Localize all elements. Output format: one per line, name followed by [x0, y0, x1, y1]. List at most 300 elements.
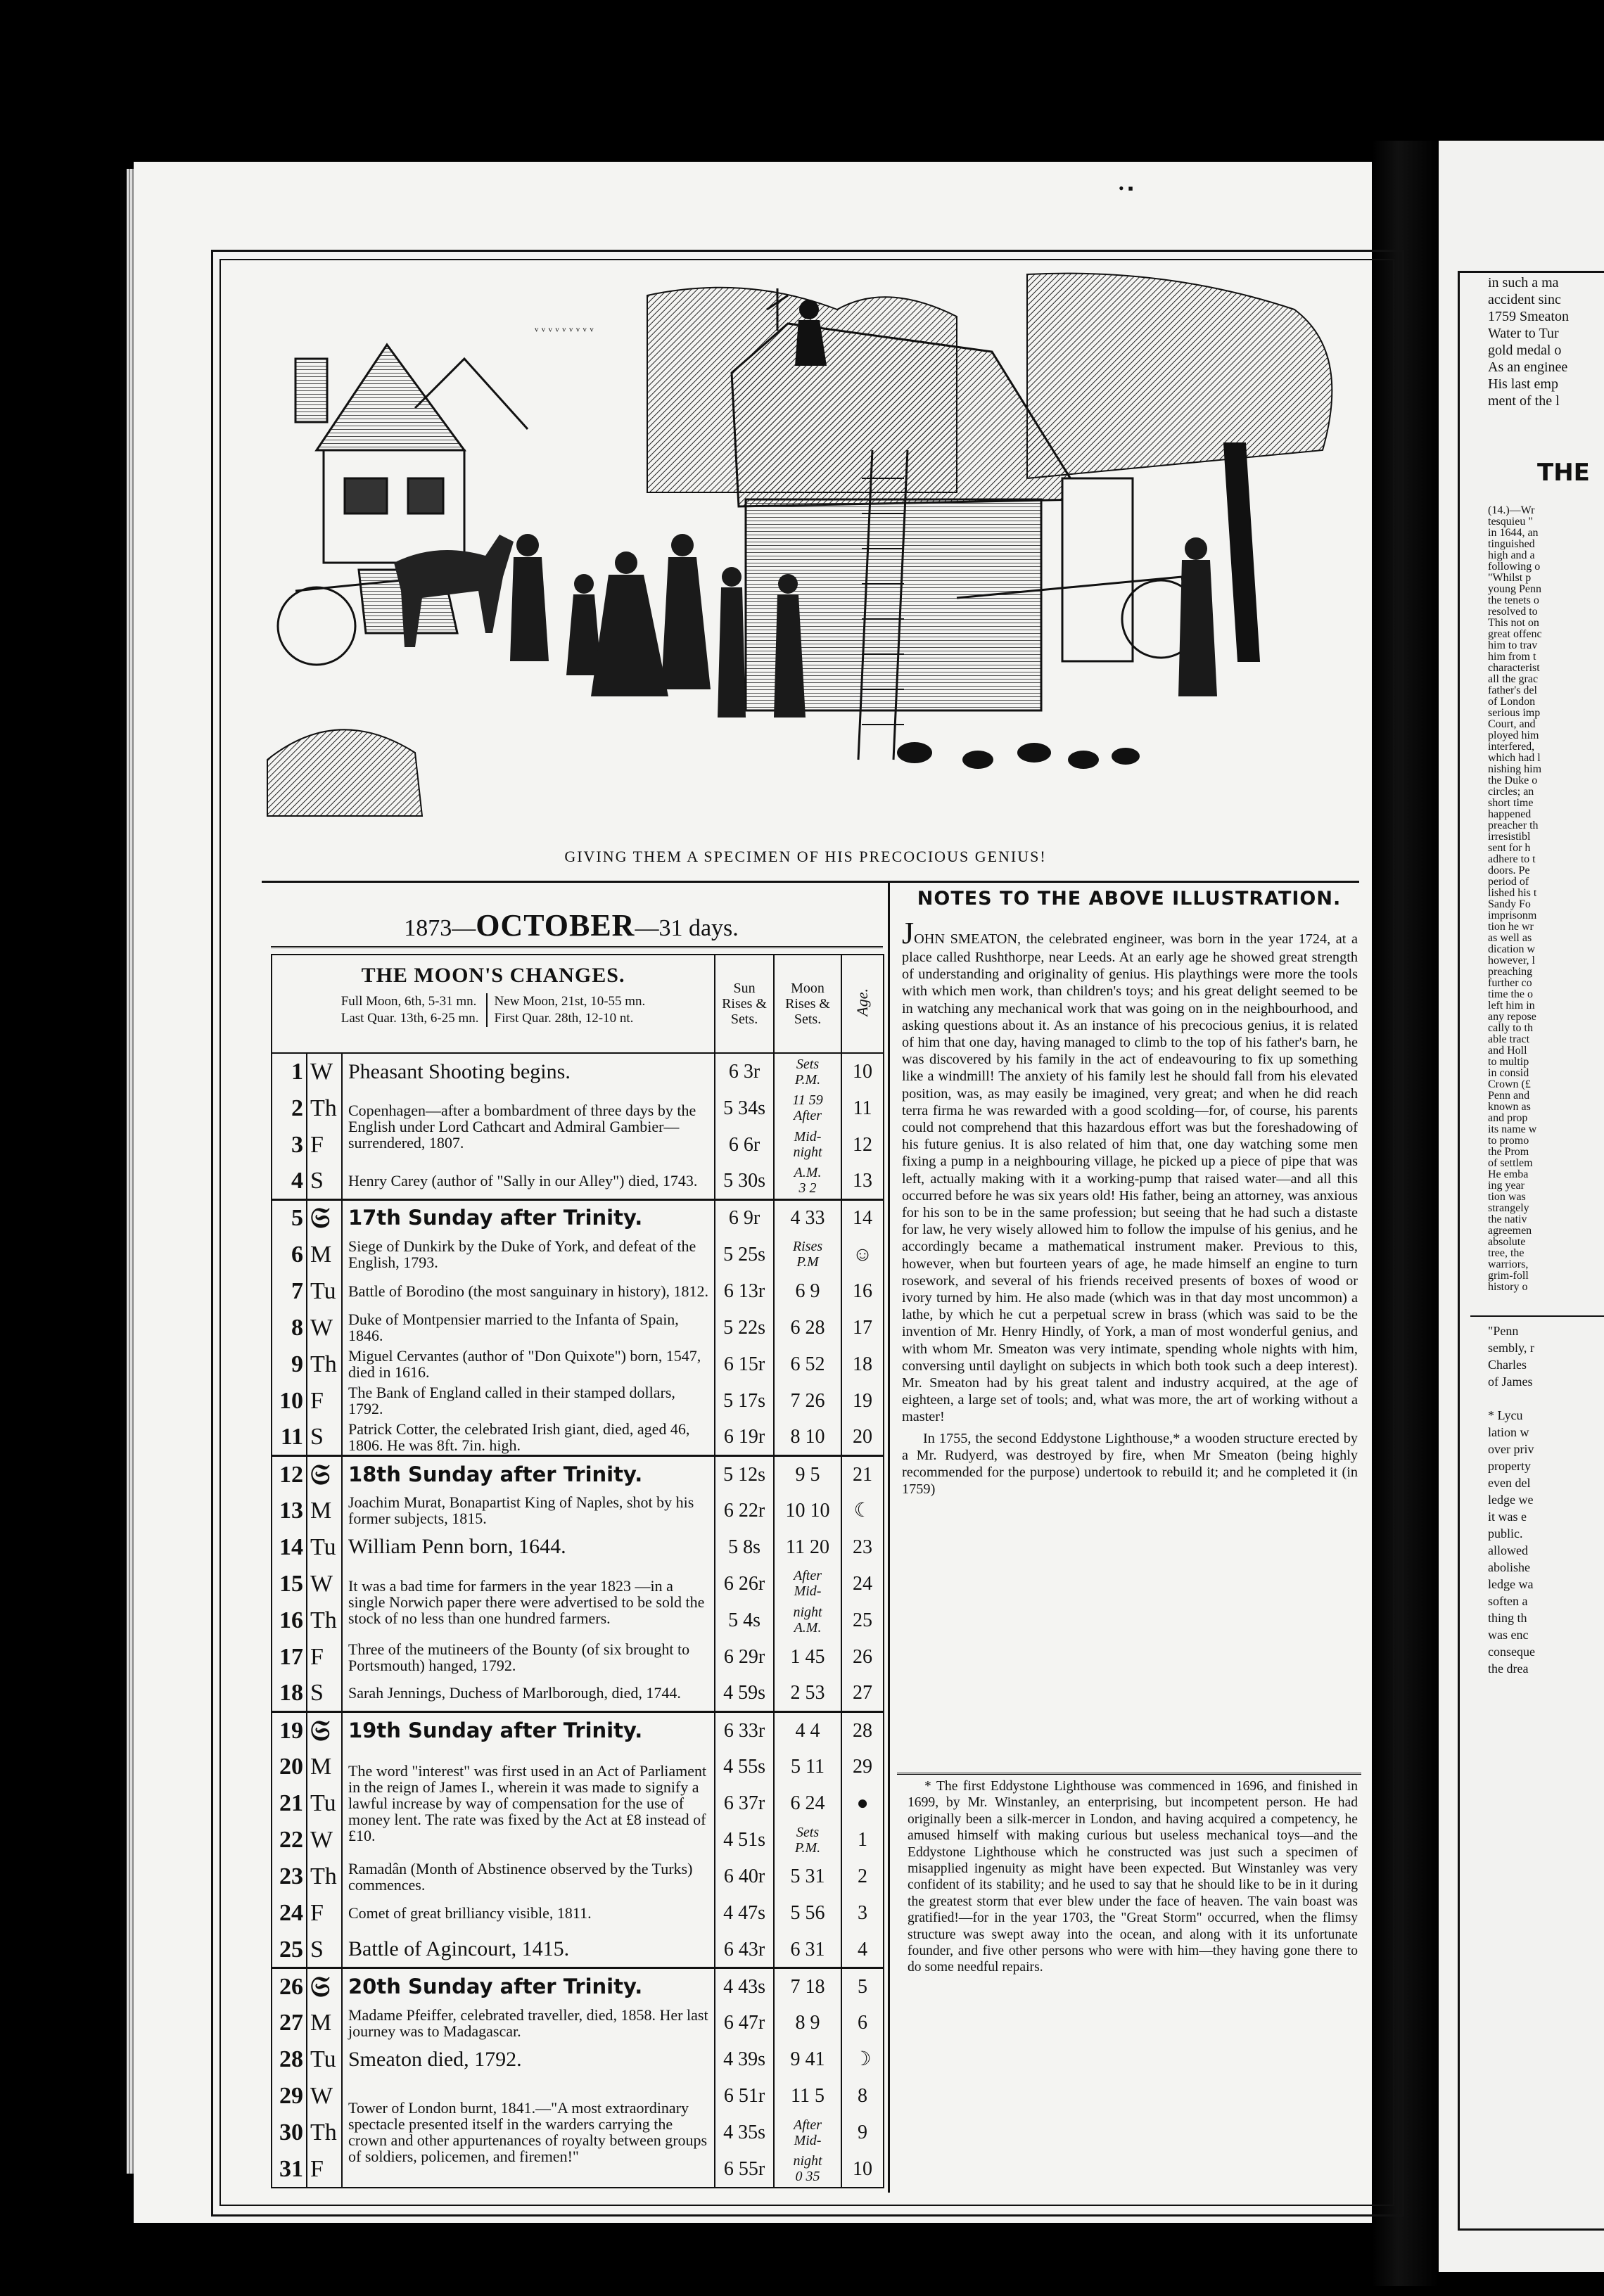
sun-time: 5 8s	[715, 1529, 774, 1565]
facing-page-line: (14.)—Wr	[1488, 505, 1535, 516]
facing-page-line: warriors,	[1488, 1258, 1529, 1270]
day-number: 12	[272, 1455, 307, 1492]
event-text: Tower of London burnt, 1841.—"A most extraordinary spectacle presented itself in the warders carrying the crown and other appurtenances of royalty between groups of soldiers, policemen, and firemen!"	[342, 2078, 715, 2188]
moon-time: Sets P.M.	[774, 1822, 841, 1858]
weekday: 𝔖	[307, 1455, 342, 1492]
weekday: F	[307, 1126, 342, 1163]
moon-time: night 0 35	[774, 2151, 841, 2188]
facing-page-line: to promo	[1488, 1135, 1529, 1147]
moon-age: 24	[841, 1565, 884, 1602]
event-text: Joachim Murat, Bonapartist King of Naples, shot by his former subjects, 1815.	[342, 1492, 715, 1529]
day-number: 13	[279, 1497, 303, 1524]
weekday: F	[307, 1895, 342, 1932]
facing-page-line: ledge wa	[1488, 1577, 1534, 1591]
svg-text:ᵥ ᵥ ᵥ ᵥ ᵥ ᵥ ᵥ ᵥ ᵥ: ᵥ ᵥ ᵥ ᵥ ᵥ ᵥ ᵥ ᵥ ᵥ	[535, 319, 594, 333]
moon-age: 4	[841, 1932, 884, 1968]
day-row	[272, 1676, 884, 1712]
notes-body	[902, 918, 1358, 1503]
facing-page-line: short time	[1488, 797, 1534, 809]
moon-time: After Mid-	[774, 1565, 841, 1602]
facing-page-line: as well as	[1488, 932, 1532, 944]
day-number: 1	[291, 1059, 303, 1085]
facing-page-line: Sandy Fo	[1488, 898, 1531, 910]
facing-page-line: time the o	[1488, 988, 1533, 1000]
notes-paragraph: JOHN SMEATON, the celebrated engineer, was born in the year 1724, at a place called Rushthorpe, near Leeds. At an early age he showed great strength of understanding and originality of genius. His playthings were more the tools with which men work, than children's toys; and his great delight seemed to be in watching any mechanical work that was going on in the neighbourhood, and asking questions about it. As an instance of his precocious genius, it is related of him that one day, having managed to climb to the top of his father's barn, he was discovered by his family in the act of endeavouring to fix up something like a windmill! The anxiety of his family lest he should fall from his elevated position, was, as may easily be imagined, very great; and when he did reach terra firma he was rewarded with a good scolding—for, of course, his parents could not comprehend that this hazardous effort was but the foreshadowing of his future genius. It is also related of him that, one day watching some men fixing a pump in a neighbouring village, he picked up a piece of pipe that was left, actually making with it a working-pump that raised water—and all this occurred before he was six years old! His father, being an attorney, was anxious for his son to be in the same profession; but seeing that he had such a distaste for law, he very wisely allowed him to follow the impulse of his genius, and he accordingly became a mathematical instrument maker. Previous to this, however, when but fourteen years of age, he made himself an engine to turn rosework, and several of his friends received presents of boxes of wood or ivory turned by him. He also made (which was in that day most uncommon) a lathe, by which he cut a perpetual screw in brass (which was said to be the invention of Mr. Henry Hindly, of York, a man of most wonderful genius, and with whom Mr. Smeaton was very intimate, spending whole nights with him, conversing until daylight on subjects in which both took such a deep interest). Mr. Smeaton had by his great talent and industry acquired, at the age of eighteen, a large set of tools; and, what was more, the art of working without a master!	[902, 916, 1358, 1425]
facing-page-line: known as	[1488, 1101, 1531, 1113]
weekday: S	[307, 1163, 342, 1199]
sun-time: 6 26r	[715, 1565, 774, 1602]
moon-time: 2 53	[774, 1676, 841, 1712]
moon-time: 6 9	[774, 1273, 841, 1309]
moon-age: 5	[841, 1968, 884, 2005]
weekday: S	[307, 1419, 342, 1455]
weekday: 𝔖	[307, 1712, 342, 1749]
sun-time: 6 9r	[715, 1199, 774, 1236]
moon-time: 5 56	[774, 1895, 841, 1932]
moon-changes-title: THE MOON'S CHANGES.	[361, 964, 625, 987]
moon-time: 8 10	[774, 1419, 841, 1455]
day-number: 10	[279, 1387, 303, 1414]
day-row	[272, 1163, 884, 1199]
facing-page-line: history o	[1488, 1281, 1528, 1293]
day-number: 15	[279, 1570, 303, 1597]
weekday: S	[307, 1676, 342, 1712]
facing-page-line: property	[1488, 1459, 1531, 1473]
facing-page-line: dication w	[1488, 943, 1536, 955]
moon-time: 6 28	[774, 1309, 841, 1346]
facing-page-line: him to trav	[1488, 639, 1538, 651]
moon-age: 3	[841, 1895, 884, 1932]
day-number: 8	[291, 1314, 303, 1341]
moon-changes	[272, 955, 715, 1053]
day-row	[272, 2078, 884, 2115]
facing-page-line: gold medal o	[1488, 343, 1562, 358]
day-number: 21	[279, 1790, 303, 1817]
column-divider	[888, 881, 890, 2193]
facing-page-rule	[1470, 1315, 1604, 1317]
facing-page-line: doors. Pe	[1488, 865, 1530, 876]
facing-page-line: characterist	[1488, 662, 1540, 674]
moon-time: 5 31	[774, 1858, 841, 1895]
event-text: It was a bad time for farmers in the year 1823 —in a single Norwich paper there were advertised to be sold the stock of no less than one hundred farmers.	[342, 1565, 715, 1638]
weekday: F	[307, 1382, 342, 1419]
facing-page-title: THE	[1537, 459, 1590, 487]
illustration-caption: GIVING THEM A SPECIMEN OF HIS PRECOCIOUS GENIUS!	[564, 848, 1047, 865]
weekday: Th	[307, 1346, 342, 1382]
facing-page-line: adhere to t	[1488, 853, 1536, 865]
page-specks: • ▪	[1119, 179, 1134, 197]
facing-page-line: serious imp	[1488, 707, 1541, 719]
day-number: 24	[279, 1900, 303, 1927]
facing-page-top-text	[1488, 274, 1604, 409]
day-row	[272, 1053, 884, 1090]
day-row	[272, 1968, 884, 2005]
sun-time: 6 13r	[715, 1273, 774, 1309]
day-number: 11	[280, 1424, 303, 1450]
facing-page-line: following o	[1488, 561, 1541, 573]
facing-page-line: 1759 Smeaton	[1488, 309, 1569, 324]
moon-time: 4 4	[774, 1712, 841, 1749]
moon-age: 8	[841, 2078, 884, 2115]
day-number: 16	[279, 1607, 303, 1633]
day-number: 28	[279, 2046, 303, 2073]
first-quarter: First Quar. 28th, 12-10 nt.	[494, 1011, 634, 1026]
weekday: F	[307, 1639, 342, 1676]
facing-page-line: its name w	[1488, 1123, 1537, 1135]
facing-page-line: left him in	[1488, 1000, 1535, 1012]
moon-age: 14	[841, 1199, 884, 1236]
month-name: OCTOBER	[476, 908, 635, 943]
sun-time: 5 30s	[715, 1163, 774, 1199]
facing-page-line: over priv	[1488, 1442, 1534, 1456]
facing-page-line: sembly, r	[1488, 1341, 1534, 1355]
moon-time: 5 11	[774, 1749, 841, 1785]
sun-time: 4 59s	[715, 1676, 774, 1712]
day-row	[272, 1749, 884, 1785]
event-text: Battle of Borodino (the most sanguinary in history), 1812.	[342, 1273, 715, 1309]
day-number: 2	[291, 1095, 303, 1121]
moon-age: 11	[841, 1090, 884, 1126]
weekday: Tu	[307, 1785, 342, 1822]
sun-time: 4 47s	[715, 1895, 774, 1932]
moon-time: 1 45	[774, 1639, 841, 1676]
facing-page-line: tion was	[1488, 1191, 1526, 1203]
facing-page-line: which had l	[1488, 752, 1541, 764]
facing-page-line: As an enginee	[1488, 359, 1568, 375]
moon-time: 11 5	[774, 2078, 841, 2115]
facing-page-line: "Whilst p	[1488, 572, 1532, 584]
month-heading	[262, 907, 881, 943]
moon-age: 2	[841, 1858, 884, 1895]
moon-age: 23	[841, 1529, 884, 1565]
day-row	[272, 1419, 884, 1455]
event-text: Duke of Montpensier married to the Infanta of Spain, 1846.	[342, 1309, 715, 1346]
moon-time: 7 18	[774, 1968, 841, 2005]
day-row	[272, 1346, 884, 1382]
facing-page-line: Penn and	[1488, 1090, 1530, 1102]
day-row	[272, 1712, 884, 1749]
footnote-rule	[897, 1773, 1361, 1775]
sun-time: 4 39s	[715, 2041, 774, 2078]
age-column-header: Age.	[841, 955, 884, 1053]
facing-page-line: young Penn	[1488, 583, 1541, 595]
facing-page-line: He emba	[1488, 1168, 1529, 1180]
year: 1873—	[404, 915, 476, 941]
moon-time: Rises P.M	[774, 1236, 841, 1273]
event-text: Copenhagen—after a bombardment of three days by the English under Lord Cathcart and Admiral Gambier—surrendered, 1807.	[342, 1090, 715, 1163]
sunday-heading: 19th Sunday after Trinity.	[342, 1712, 715, 1749]
facing-page-line: ledge we	[1488, 1493, 1534, 1507]
event-text: Comet of great brilliancy visible, 1811.	[342, 1895, 715, 1932]
facing-page-line: His last emp	[1488, 376, 1558, 392]
facing-page-line: tion he wr	[1488, 921, 1534, 933]
facing-page-line: conseque	[1488, 1645, 1535, 1659]
day-number: 30	[279, 2119, 303, 2146]
sun-time: 5 22s	[715, 1309, 774, 1346]
sun-time: 6 6r	[715, 1126, 774, 1163]
moon-age: ●	[841, 1785, 884, 1822]
moon-age: 17	[841, 1309, 884, 1346]
notes-title: NOTES TO THE ABOVE ILLUSTRATION.	[917, 888, 1342, 910]
moon-age: 16	[841, 1273, 884, 1309]
sun-time: 6 43r	[715, 1932, 774, 1968]
birds	[534, 319, 594, 333]
facing-page-body	[1488, 505, 1604, 1314]
facing-page-line: all the grac	[1488, 673, 1539, 685]
sun-time: 6 3r	[715, 1053, 774, 1090]
moon-time: 6 52	[774, 1346, 841, 1382]
moon-age: 28	[841, 1712, 884, 1749]
day-row	[272, 1492, 884, 1529]
day-number: 9	[291, 1351, 303, 1377]
day-number: 22	[279, 1827, 303, 1854]
weekday: M	[307, 1749, 342, 1785]
facing-page-line: abolishe	[1488, 1560, 1530, 1574]
event-text: Three of the mutineers of the Bounty (of six brought to Portsmouth) hanged, 1792.	[342, 1639, 715, 1676]
sun-time: 5 4s	[715, 1602, 774, 1638]
sun-time: 6 22r	[715, 1492, 774, 1529]
sun-time: 6 33r	[715, 1712, 774, 1749]
day-number: 5	[272, 1199, 307, 1236]
moon-age: 29	[841, 1749, 884, 1785]
day-number: 4	[291, 1167, 303, 1194]
footnote-text: * The first Eddystone Lighthouse was commenced in 1696, and finished in 1699, by Mr. Winstanley, an enterprising, but incompetent person. He had originally been a silk-mercer in London, and having acquired a competency, he amused himself with making curious but useless mechanical toys—and the Eddystone Lighthouse which he constructed was just such a specimen of misapplied ingenuity as might have been expected. But Winstanley was very confident of its stability; and he used to say that he should like to be in it during the greatest storm that ever blew under the face of heaven. The vain boast was gratified!—for in the year 1703, the "Great Storm" occurred, when the flimsy structure was swept away into the ocean, and along with it its unfortunate founder, and five other persons who were with him—they having gone there to do some needful repairs.	[908, 1779, 1358, 1975]
weekday: W	[307, 1309, 342, 1346]
weekday: Th	[307, 1090, 342, 1126]
facing-page-line: grim-foll	[1488, 1270, 1529, 1282]
facing-page-line: however, l	[1488, 955, 1535, 967]
moon-age: 10	[841, 1053, 884, 1090]
day-row	[272, 1382, 884, 1419]
weekday: W	[307, 1822, 342, 1858]
facing-page-line: able tract	[1488, 1033, 1530, 1045]
facing-page-line: public.	[1488, 1526, 1523, 1541]
weekday: M	[307, 1236, 342, 1273]
moon-age: 1	[841, 1822, 884, 1858]
facing-page-line: the Duke o	[1488, 774, 1538, 786]
day-number: 26	[272, 1968, 307, 2005]
moon-age: 20	[841, 1419, 884, 1455]
moon-age: 12	[841, 1126, 884, 1163]
calendar-table	[271, 954, 884, 2188]
moon-time: 10 10	[774, 1492, 841, 1529]
sun-time: 6 19r	[715, 1419, 774, 1455]
day-number: 20	[279, 1754, 303, 1780]
facing-page-line: great offenc	[1488, 628, 1542, 640]
moon-age: 19	[841, 1382, 884, 1419]
day-row	[272, 1309, 884, 1346]
event-text: Sarah Jennings, Duchess of Marlborough, died, 1744.	[342, 1676, 715, 1712]
facing-page-line: the Prom	[1488, 1146, 1529, 1158]
facing-page-line: resolved to	[1488, 606, 1538, 618]
new-moon: New Moon, 21st, 10-55 mn.	[494, 994, 646, 1009]
sun-time: 5 34s	[715, 1090, 774, 1126]
facing-page-line: sent for h	[1488, 842, 1531, 854]
moon-time: night A.M.	[774, 1602, 841, 1638]
event-text: The word "interest" was first used in an Act of Parliament in the reign of James I., wherein it was made to signify a lawful increase by way of compensation for the use of money lent. The rate was fixed by the Act at £8 instead of £10.	[342, 1749, 715, 1858]
moon-age: 21	[841, 1455, 884, 1492]
moon-time: 6 31	[774, 1932, 841, 1968]
day-row	[272, 1932, 884, 1968]
moon-time: 4 33	[774, 1199, 841, 1236]
weekday: 𝔖	[307, 1968, 342, 2005]
moon-time: 7 26	[774, 1382, 841, 1419]
moon-time: 6 24	[774, 1785, 841, 1822]
moon-age: 26	[841, 1639, 884, 1676]
sun-time: 4 35s	[715, 2115, 774, 2151]
weekday: F	[307, 2151, 342, 2188]
weekday: W	[307, 1565, 342, 1602]
weekday: 𝔖	[307, 1199, 342, 1236]
day-row	[272, 1090, 884, 1126]
facing-page-lower	[1488, 1322, 1604, 1956]
weekday: Th	[307, 1602, 342, 1638]
footnote	[908, 1778, 1358, 1976]
day-number: 6	[291, 1241, 303, 1268]
sun-time: 5 12s	[715, 1455, 774, 1492]
facing-page-line: ing year	[1488, 1180, 1525, 1192]
moon-age: ☺	[841, 1236, 884, 1273]
facing-page-line: cally to th	[1488, 1022, 1533, 1034]
facing-page-line: strangely	[1488, 1202, 1529, 1214]
moon-age: ☾	[841, 1492, 884, 1529]
day-row	[272, 2041, 884, 2078]
event-text: Siege of Dunkirk by the Duke of York, and defeat of the English, 1793.	[342, 1236, 715, 1273]
sun-time: 4 51s	[715, 1822, 774, 1858]
sun-time: 6 37r	[715, 1785, 774, 1822]
section-divider	[262, 881, 1359, 883]
facing-page-line: thing th	[1488, 1611, 1527, 1625]
day-number: 7	[291, 1277, 303, 1304]
moon-time: Mid- night	[774, 1126, 841, 1163]
facing-page-line: in 1644, an	[1488, 527, 1539, 539]
day-number: 17	[279, 1644, 303, 1671]
facing-page-line: the nativ	[1488, 1213, 1527, 1225]
day-row	[272, 1455, 884, 1492]
facing-page-line: high and a	[1488, 549, 1535, 561]
day-row	[272, 1529, 884, 1565]
sun-time: 6 51r	[715, 2078, 774, 2115]
weekday: M	[307, 1492, 342, 1529]
facing-page-line: period of	[1488, 876, 1529, 888]
facing-page-line: This not on	[1488, 617, 1539, 629]
sun-time: 4 55s	[715, 1749, 774, 1785]
facing-page-line: accident sinc	[1488, 292, 1561, 307]
event-text: Battle of Agincourt, 1415.	[342, 1932, 715, 1968]
facing-page-line: tesquieu "	[1488, 516, 1533, 528]
facing-page-line: allowed	[1488, 1543, 1528, 1557]
day-count: —31 days.	[635, 915, 739, 941]
day-number: 25	[279, 1936, 303, 1963]
facing-page-line: preaching	[1488, 966, 1533, 978]
day-number: 14	[279, 1533, 303, 1560]
weekday: Th	[307, 2115, 342, 2151]
event-text: Pheasant Shooting begins.	[342, 1053, 715, 1090]
facing-page-line: interfered,	[1488, 741, 1535, 753]
facing-page-line: soften a	[1488, 1594, 1528, 1608]
moon-time: 9 41	[774, 2041, 841, 2078]
sunday-heading: 17th Sunday after Trinity.	[342, 1199, 715, 1236]
sun-time: 6 55r	[715, 2151, 774, 2188]
moon-time: A.M. 3 2	[774, 1163, 841, 1199]
sunday-heading: 18th Sunday after Trinity.	[342, 1455, 715, 1492]
moon-time: 11 20	[774, 1529, 841, 1565]
day-number: 31	[279, 2155, 303, 2182]
day-row	[272, 2005, 884, 2041]
facing-page-line: him from t	[1488, 651, 1536, 663]
facing-page-line: it was e	[1488, 1510, 1527, 1524]
sun-time: 6 29r	[715, 1639, 774, 1676]
event-text: Ramadân (Month of Abstinence observed by the Turks) commences.	[342, 1858, 715, 1895]
engraving-illustration	[253, 267, 1358, 823]
facing-page-line: of James	[1488, 1375, 1533, 1389]
moon-age: 13	[841, 1163, 884, 1199]
facing-page-line: ment of the l	[1488, 393, 1560, 409]
facing-page-line: agreemen	[1488, 1225, 1532, 1237]
facing-page-line: * Lycu	[1488, 1408, 1523, 1422]
facing-page-line: of London	[1488, 696, 1536, 708]
notes-paragraph: In 1755, the second Eddystone Lighthouse,* a wooden structure erected by a Mr. Rudyerd, was destroyed by fire, when Mr Smeaton (being highly recommended for the purpose) undertook to rebuild it; and he completed it (in 1759)	[902, 1430, 1358, 1498]
facing-page-line: and Holl	[1488, 1045, 1527, 1057]
facing-page-line: irresistibl	[1488, 831, 1531, 843]
weekday: W	[307, 2078, 342, 2115]
day-row	[272, 1565, 884, 1602]
moon-time: 9 5	[774, 1455, 841, 1492]
facing-page-line: and prop	[1488, 1112, 1528, 1124]
facing-page-line: of settlem	[1488, 1157, 1533, 1169]
sun-time: 5 25s	[715, 1236, 774, 1273]
facing-page-line: Crown (£	[1488, 1078, 1531, 1090]
day-number: 3	[291, 1131, 303, 1158]
weekday: Tu	[307, 1273, 342, 1309]
day-row	[272, 1895, 884, 1932]
sun-time: 5 17s	[715, 1382, 774, 1419]
weekday: S	[307, 1932, 342, 1968]
facing-page-line: lished his t	[1488, 887, 1537, 899]
day-number: 18	[279, 1680, 303, 1707]
weekday: Th	[307, 1858, 342, 1895]
day-number: 27	[279, 2010, 303, 2036]
day-row	[272, 1858, 884, 1895]
facing-page-line: preacher th	[1488, 819, 1539, 831]
facing-page-line: Charles	[1488, 1358, 1527, 1372]
sun-column-header: Sun Rises & Sets.	[715, 955, 774, 1053]
facing-page-line: tree, the	[1488, 1247, 1525, 1259]
facing-page-line: the drea	[1488, 1662, 1529, 1676]
facing-page-line: any repose	[1488, 1011, 1536, 1023]
weekday: Tu	[307, 1529, 342, 1565]
facing-page-line: to multip	[1488, 1056, 1529, 1068]
event-text: Henry Carey (author of "Sally in our Alley") died, 1743.	[342, 1163, 715, 1199]
moon-age: 9	[841, 2115, 884, 2151]
facing-page-line: further co	[1488, 977, 1532, 989]
facing-page-line: in such a ma	[1488, 275, 1559, 291]
facing-page-line: was enc	[1488, 1628, 1529, 1642]
moon-age: 18	[841, 1346, 884, 1382]
event-text: Miguel Cervantes (author of "Don Quixote") born, 1547, died in 1616.	[342, 1346, 715, 1382]
day-row	[272, 1273, 884, 1309]
moon-time: 11 59 After	[774, 1090, 841, 1126]
heading-rule	[271, 946, 883, 948]
full-moon: Full Moon, 6th, 5-31 mn.	[340, 994, 477, 1009]
facing-page-line: Court, and	[1488, 718, 1536, 730]
facing-page-line: father's del	[1488, 684, 1537, 696]
weekday: M	[307, 2005, 342, 2041]
event-text: Smeaton died, 1792.	[342, 2041, 715, 2078]
moon-age: ☽	[841, 2041, 884, 2078]
facing-page-line: circles; an	[1488, 786, 1534, 798]
facing-page-line: even del	[1488, 1476, 1531, 1490]
